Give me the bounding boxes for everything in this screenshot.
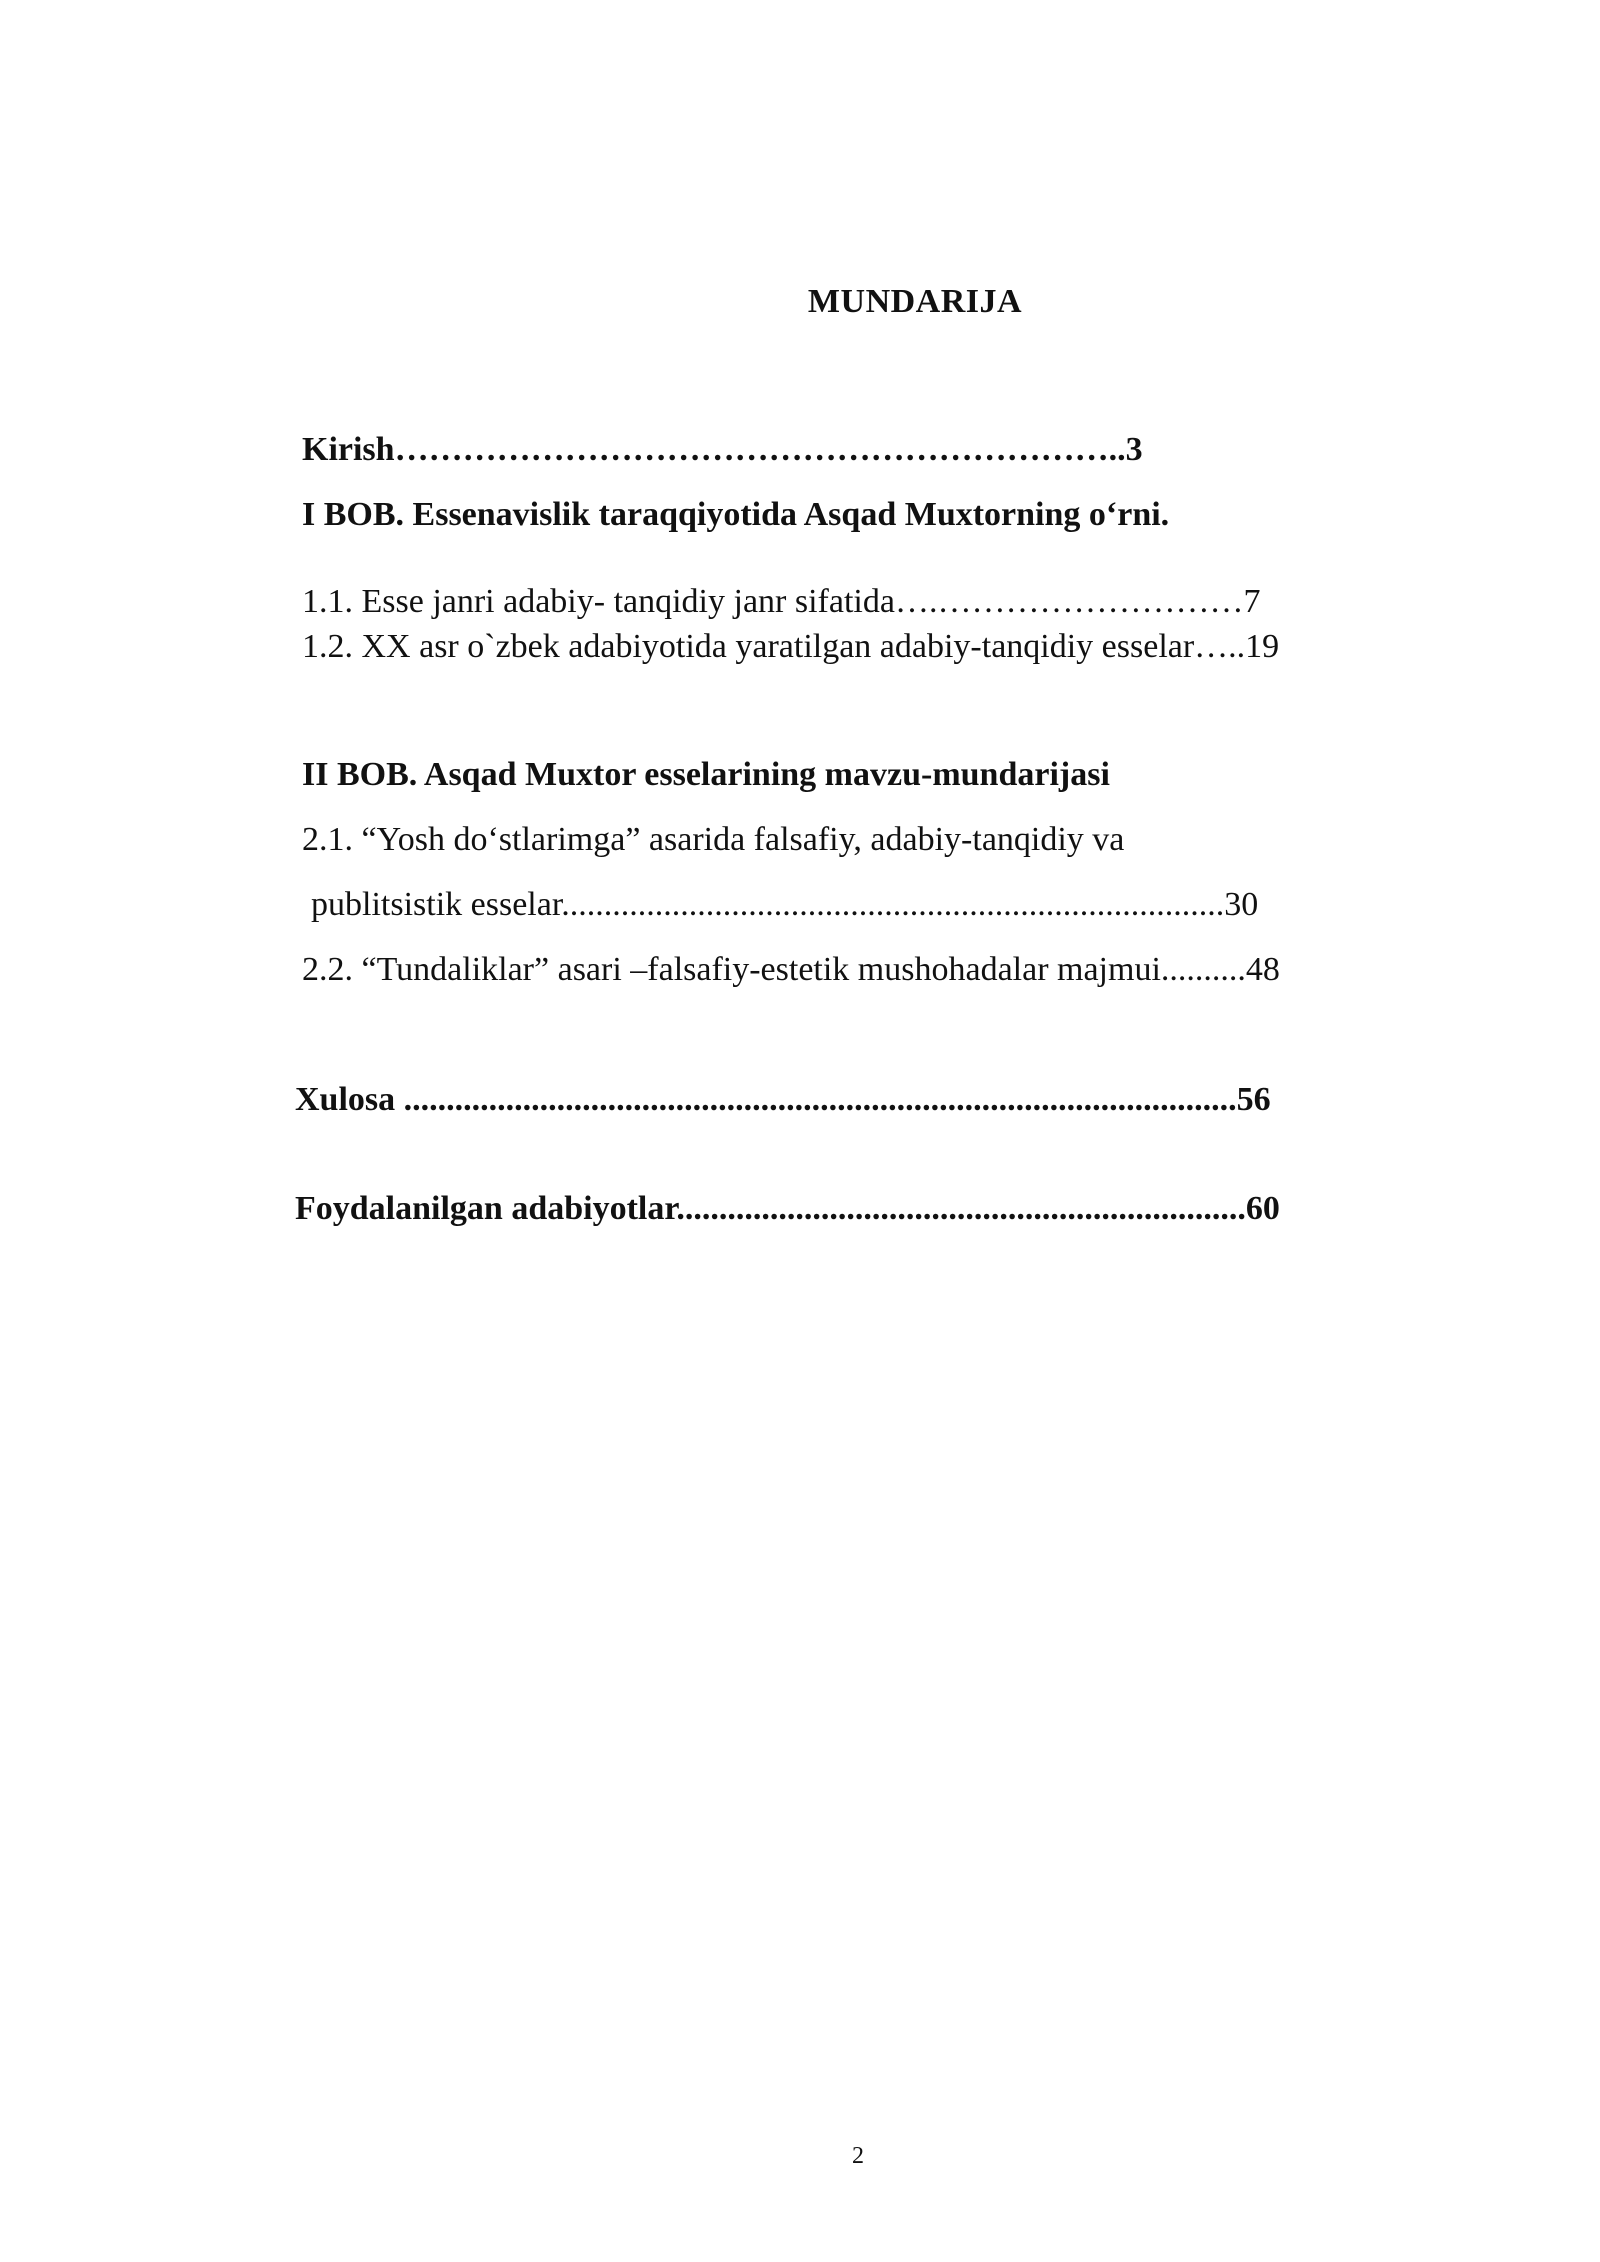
page-title: MUNDARIJA [807, 283, 1023, 320]
toc-section-2-1-line-2: publitsistik esselar..............................................................................30 [311, 886, 1259, 923]
toc-section-2-2: 2.2. “Tundaliklar” asari –falsafiy-estetik mushohadalar majmui..........48 [302, 951, 1280, 988]
toc-section-1-1: 1.1. Esse janri adabiy- tanqidiy janr sifatida….………………………7 [302, 583, 1261, 620]
toc-section-1-2: 1.2. XX asr o`zbek adabiyotida yaratilgan adabiy-tanqidiy esselar…..19 [302, 628, 1280, 665]
page-number: 2 [852, 2143, 864, 2169]
toc-section-2-1-line-1: 2.1. “Yosh do‘stlarimga” asarida falsafiy, adabiy-tanqidiy va [302, 821, 1125, 858]
toc-entry-foydalanilgan: Foydalanilgan adabiyotlar...................................................................60 [295, 1190, 1280, 1227]
toc-entry-xulosa: Xulosa ..................................................................................................56 [295, 1081, 1271, 1118]
toc-chapter-1: I BOB. Essenavislik taraqqiyotida Asqad Muxtorning o‘rni. [302, 496, 1170, 533]
toc-chapter-2: II BOB. Asqad Muxtor esselarining mavzu-mundarijasi [302, 756, 1110, 793]
toc-entry-kirish: Kirish………………………………………………………..3 [302, 431, 1143, 468]
